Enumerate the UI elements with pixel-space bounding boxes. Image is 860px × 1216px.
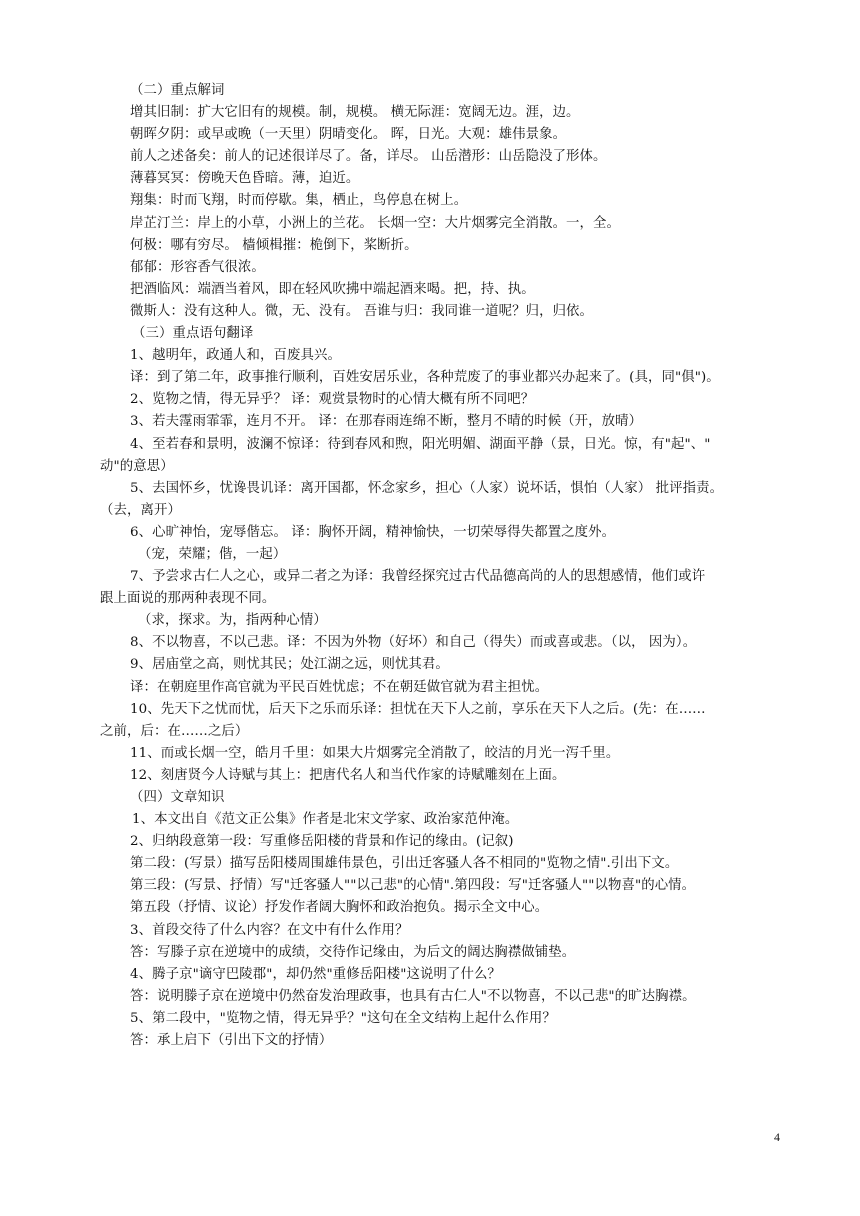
text-line: （去，离开） bbox=[100, 502, 181, 518]
text-line: 答：说明滕子京在逆境中仍然奋发治理政事，也具有古仁人"不以物喜，不以己悲"的旷达胸襟。 bbox=[130, 988, 696, 1004]
text-line: 第五段（抒情、议论）抒发作者阔大胸怀和政治抱负。揭示全文中心。 bbox=[130, 900, 549, 916]
text-line: 何极：哪有穷尽。 樯倾楫摧：桅倒下，桨断折。 bbox=[130, 237, 418, 253]
text-line: 3、首段交待了什么内容？在文中有什么作用？ bbox=[130, 922, 409, 938]
text-line: 之前，后：在……之后） bbox=[100, 723, 249, 739]
text-line: 薄暮冥冥：傍晚天色昏暗。薄，迫近。 bbox=[130, 171, 360, 187]
text-line: 9、居庙堂之高，则忧其民；处江湖之远，则忧其君。 bbox=[130, 657, 449, 673]
text-line: （二）重点解词 bbox=[130, 83, 225, 98]
text-line: 3、若夫霪雨霏霏，连月不开。 译：在那春雨连绵不断，整月不晴的时候（开，放晴） bbox=[130, 414, 643, 430]
document-body bbox=[100, 80, 790, 1052]
text-line: 5、第二段中，"览物之情，得无异乎？"这句在全文结构上起什么作用？ bbox=[130, 1010, 556, 1026]
text-line: （求，探求。为，指两种心情） bbox=[138, 613, 327, 629]
text-line: 郁郁：形容香气很浓。 bbox=[130, 259, 265, 275]
text-line: 把酒临风：端酒当着风，即在轻风吹拂中端起酒来喝。把，持、执。 bbox=[130, 281, 535, 297]
text-line: （宠，荣耀；偕，一起） bbox=[138, 546, 287, 562]
text-line: 1、本文出自《范文正公集》作者是北宋文学家、政治家范仲淹。 bbox=[132, 812, 519, 828]
text-line: 7、予尝求古仁人之心，或异二者之为译：我曾经探究过古代品德高尚的人的思想感情，他们或许 bbox=[130, 569, 706, 585]
text-line: 12、刻唐贤今人诗赋与其上：把唐代名人和当代作家的诗赋雕刻在上面。 bbox=[130, 767, 566, 783]
text-line: 1、越明年，政通人和，百废具兴。 bbox=[130, 348, 341, 364]
text-line: 前人之述备矣：前人的记述很详尽了。备，详尽。 山岳潜形：山岳隐没了形体。 bbox=[130, 149, 607, 165]
text-line: 2、归纳段意第一段：写重修岳阳楼的背景和作记的缘由。(记叙) bbox=[130, 834, 514, 850]
text-line: 岸芷汀兰：岸上的小草，小洲上的兰花。 长烟一空：大片烟雾完全消散。一，全。 bbox=[130, 215, 621, 231]
text-line: 翔集：时而飞翔，时而停歇。集，栖止，鸟停息在树上。 bbox=[130, 193, 468, 209]
text-line: 10、先天下之忧而忧，后天下之乐而乐译：担忧在天下人之前，享乐在天下人之后。(先：在…… bbox=[130, 701, 706, 717]
text-line: 微斯人：没有这种人。微，无、没有。 吾谁与归：我同谁一道呢？归，归依。 bbox=[130, 303, 594, 319]
text-line: 5、去国怀乡，忧谗畏讥译：离开国都，怀念家乡，担心（人家）说坏话，惧怕（人家） 批评指责。 bbox=[130, 480, 724, 496]
text-line: 4、至若春和景明，波澜不惊译：待到春风和煦，阳光明媚、湖面平静（景，日光。惊，有"起"、" bbox=[130, 436, 711, 452]
text-line: 4、腾子京"谪守巴陵郡"，却仍然"重修岳阳楼"这说明了什么？ bbox=[130, 966, 501, 982]
text-line: 11、而或长烟一空，皓月千里：如果大片烟雾完全消散了，皎洁的月光一泻千里。 bbox=[130, 745, 620, 761]
text-line: 动"的意思） bbox=[100, 458, 174, 474]
text-line: 答：承上启下（引出下文的抒情） bbox=[130, 1033, 333, 1049]
text-line: 第三段：(写景、抒情）写"迁客骚人""以己悲"的心情".第四段：写"迁客骚人""以物喜"的心情。 bbox=[130, 878, 696, 894]
text-line: 朝晖夕阴：或早或晚（一天里）阴晴变化。 晖，日光。大观：雄伟景象。 bbox=[130, 127, 567, 143]
text-line: （三）重点语句翻译 bbox=[132, 326, 254, 342]
text-line: （四）文章知识 bbox=[130, 790, 225, 805]
text-line: 6、心旷神怡，宠辱偕忘。 译：胸怀开阔，精神愉快，一切荣辱得失都置之度外。 bbox=[130, 524, 616, 540]
text-line: 8、不以物喜，不以己悲。译：不因为外物（好坏）和自己（得失）而或喜或悲。（以， 因为）。 bbox=[130, 635, 697, 651]
text-line: 答：写滕子京在逆境中的成绩，交待作记缘由，为后文的阔达胸襟做铺垫。 bbox=[130, 944, 576, 960]
text-line: 译：到了第二年，政事推行顺利，百姓安居乐业，各种荒废了的事业都兴办起来了。(具，同"俱")。 bbox=[130, 370, 720, 386]
text-line: 第二段：(写景）描写岳阳楼周围雄伟景色，引出迁客骚人各不相同的"览物之情".引出下文。 bbox=[130, 856, 679, 872]
page-number: 4 bbox=[774, 1130, 780, 1144]
text-line: 2、览物之情，得无异乎？ 译：观赏景物时的心情大概有所不同吧？ bbox=[130, 392, 535, 408]
text-line: 译：在朝庭里作高官就为平民百姓忧虑；不在朝廷做官就为君主担忧。 bbox=[130, 679, 549, 695]
text-line: 增其旧制：扩大它旧有的规模。制，规模。 横无际涯：宽阔无边。涯，边。 bbox=[130, 105, 580, 121]
text-line: 跟上面说的那两种表现不同。 bbox=[100, 591, 276, 607]
